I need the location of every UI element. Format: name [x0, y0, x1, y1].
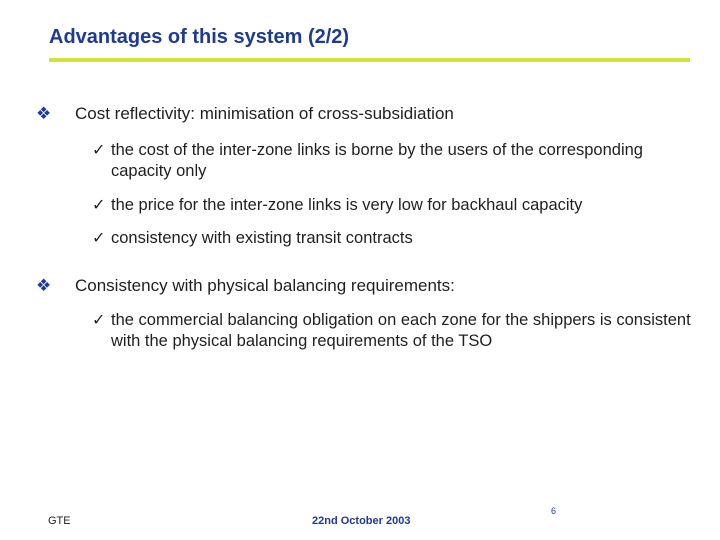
footer-organization: GTE: [48, 515, 71, 527]
checkmark-icon: ✓: [92, 312, 106, 329]
page-number: 6: [551, 506, 557, 516]
checkmark-icon: ✓: [92, 230, 106, 247]
checkmark-icon: ✓: [92, 197, 106, 214]
subitem-text: the price for the inter-zone links is very low for backhaul capacity: [111, 196, 583, 214]
subitem-text: the commercial balancing obligation on each zone for the shippers is consistent with the physical balancing requirements of the TSO: [111, 311, 691, 350]
title-underline: [49, 58, 690, 62]
bullet-diamond-icon: ❖: [36, 276, 52, 295]
bullet-text: Cost reflectivity: minimisation of cross-subsidiation: [75, 104, 454, 123]
slide-title: Advantages of this system (2/2): [49, 26, 350, 48]
footer-date: 22nd October 2003: [312, 515, 411, 527]
checkmark-icon: ✓: [92, 142, 106, 159]
bullet-text: Consistency with physical balancing requirements:: [75, 276, 455, 295]
subitem-text: consistency with existing transit contracts: [111, 229, 413, 247]
subitem-text: the cost of the inter-zone links is borne by the users of the corresponding capacity only: [111, 141, 643, 180]
bullet-diamond-icon: ❖: [36, 104, 52, 123]
